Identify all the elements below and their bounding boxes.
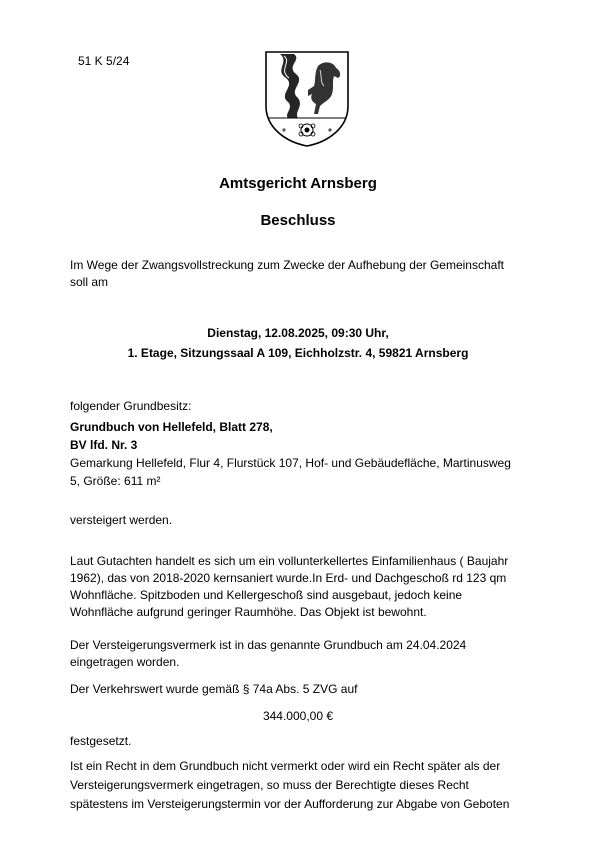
appointment-block xyxy=(0,323,596,363)
file-number: 51 K 5/24 xyxy=(78,54,130,68)
intro-line: soll am xyxy=(70,275,109,289)
appointment-date-time: Dienstag, 12.08.2025, 09:30 Uhr, xyxy=(207,326,389,340)
rights-line: spätestens im Versteigerungstermin vor der Aufforderung zur Abgabe von Geboten xyxy=(70,797,510,811)
land-register-name: Grundbuch von Hellefeld, Blatt 278, xyxy=(70,420,273,434)
land-register-description: 5, Größe: 611 m² xyxy=(70,474,161,488)
market-value: 344.000,00 € xyxy=(262,709,334,723)
land-register-entry: BV lfd. Nr. 3 xyxy=(70,438,138,452)
appraisal-line: Laut Gutachten handelt es sich um ein vollunterkellertes Einfamilienhaus ( Baujahr xyxy=(70,554,509,568)
appraisal-line: 1962), das von 2018-2020 kernsaniert wurde.In Erd- und Dachgeschoß rd 123 qm xyxy=(70,571,507,585)
registration-line: eingetragen worden. xyxy=(70,655,180,669)
registration-note xyxy=(70,637,540,671)
land-register-block xyxy=(70,418,540,490)
appointment-location: 1. Etage, Sitzungssaal A 109, Eichholzstr. 4, 59821 Arnsberg xyxy=(127,346,469,360)
fixed-phrase: festgesetzt. xyxy=(70,734,132,748)
appraisal-line: Wohnfläche. Spitzboden und Kellergeschoß sind ausgebaut, jedoch keine xyxy=(70,588,463,602)
document-type: Beschluss xyxy=(260,212,336,229)
market-value-intro: Der Verkehrswert wurde gemäß § 74a Abs. 5 ZVG auf xyxy=(70,682,358,696)
intro-line: Im Wege der Zwangsvollstreckung zum Zwecke der Aufhebung der Gemeinschaft xyxy=(70,258,504,272)
rights-note xyxy=(70,757,540,814)
rights-line: Ist ein Recht in dem Grundbuch nicht vermerkt oder wird ein Recht später als der xyxy=(70,759,501,773)
appraisal-line: Wohnfläche aufgrund geringer Raumhöhe. Das Objekt ist bewohnt. xyxy=(70,605,427,619)
appraisal-paragraph xyxy=(70,553,540,621)
land-register-description: Gemarkung Hellefeld, Flur 4, Flurstück 107, Hof- und Gebäudefläche, Martinusweg xyxy=(70,456,511,470)
registration-line: Der Versteigerungsvermerk ist in das genannte Grundbuch am 24.04.2024 xyxy=(70,638,467,652)
nrw-coat-of-arms-icon xyxy=(262,48,352,148)
property-intro: folgender Grundbesitz: xyxy=(70,399,192,413)
rights-line: Versteigerungsvermerk eingetragen, so muss der Berechtigte dieses Recht xyxy=(70,778,469,792)
court-name: Amtsgericht Arnsberg xyxy=(219,175,377,192)
auction-phrase: versteigert werden. xyxy=(70,513,173,527)
intro-paragraph xyxy=(70,257,540,291)
